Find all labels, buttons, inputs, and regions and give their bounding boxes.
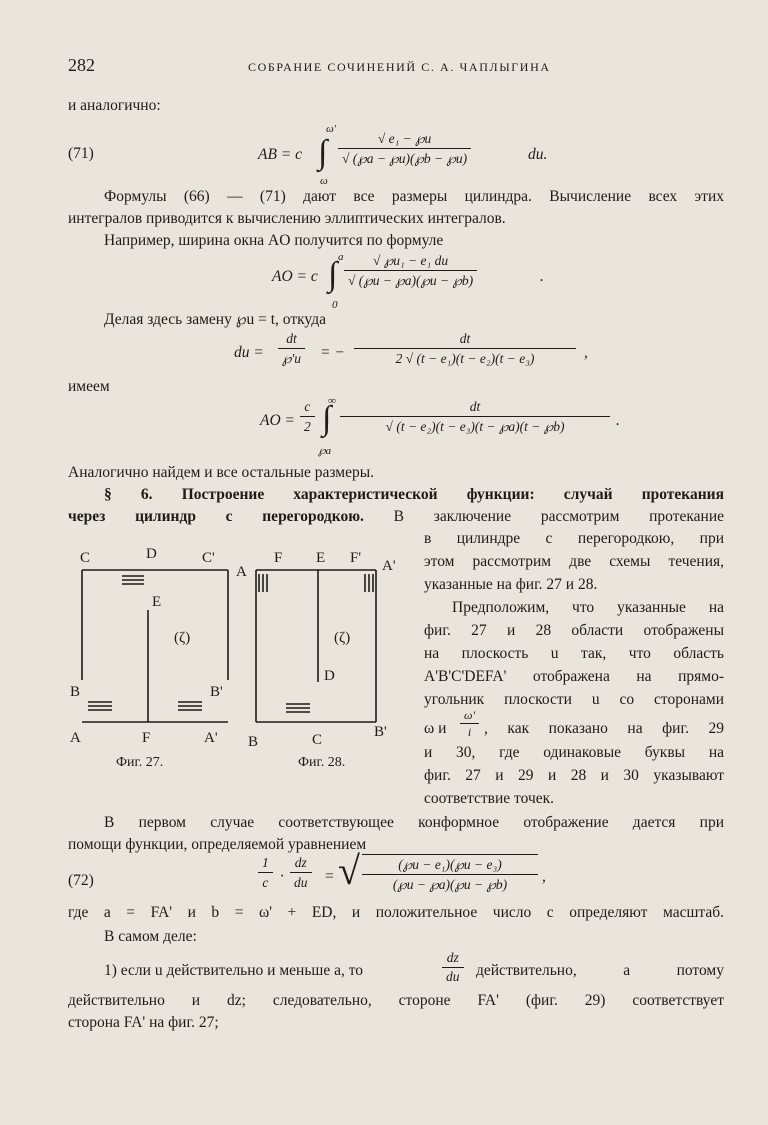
figure-27 <box>68 540 248 775</box>
fig28-label-F: F <box>274 550 283 566</box>
eq71-upper-limit: ω' <box>326 123 337 135</box>
integral-sign: ∫ <box>322 400 332 437</box>
side-line-9 <box>424 708 724 742</box>
eq72-root-fraction <box>362 854 538 893</box>
para2-line2: помощи функции, определяемой уравнением <box>68 836 367 853</box>
side-line-10: и 30, где одинаковые буквы на <box>424 744 724 761</box>
figure-28 <box>226 540 416 775</box>
eq72-f1-den: c <box>262 875 269 890</box>
eq-du-f2-num: dt <box>354 330 576 349</box>
eq72-numerator: (℘u − e₁)(℘u − e₃) <box>362 856 538 875</box>
eq-ao2-lhs: AO = <box>260 412 295 429</box>
fig28-label-A: A <box>236 564 247 580</box>
item1-first-line <box>104 950 724 990</box>
item1-post: действительно, а потому <box>476 962 724 979</box>
fig27-label-E: E <box>152 594 162 610</box>
section-heading-rest: В заключение рассмотрим протекание <box>393 508 724 525</box>
fig27-label-F: F <box>142 730 151 746</box>
eq-ao1-upper-limit: a <box>338 251 344 263</box>
eq72-f2-num: dz <box>290 854 312 873</box>
fig27-label-Ap: A' <box>204 730 218 746</box>
intro-text: и аналогично: <box>68 97 161 114</box>
para1-line1: Формулы (66) — (71) дают все размеры цилиндра. Вычисление всех этих <box>104 188 724 205</box>
fig28-label-E: E <box>316 550 326 566</box>
eq72-eq: = <box>324 868 335 885</box>
eq-ao2-denominator: √ (t − e₂)(t − e₃)(t − ℘a)(t − ℘b) <box>385 419 565 434</box>
item1-fraction <box>442 950 464 985</box>
equation-ao-1 <box>272 250 572 310</box>
para1-line2: интегралов приводится к вычислению эллиптических интегралов. <box>68 210 506 227</box>
fig27-label-B: B <box>70 684 81 700</box>
item1-pre: 1) если u действительно и меньше a, то <box>104 962 364 979</box>
section-heading-line1 <box>104 484 724 506</box>
fig27-label-C: C <box>80 550 91 566</box>
fig27-label-D: D <box>146 546 157 562</box>
eq-ao2-upper-limit: ∞ <box>328 395 336 407</box>
eq-ao1-fraction <box>344 252 477 289</box>
side-line-7: A'B'C'DEFA' отображена на прямо- <box>424 668 724 685</box>
section-heading-line2 <box>68 506 724 528</box>
eq72-fraction-1 <box>258 854 273 891</box>
para2-line1: В первом случае соответствующее конформное отображение дается при <box>104 814 724 831</box>
eq-du-f1-den: ℘'u <box>282 351 302 366</box>
equation-du <box>234 330 614 378</box>
eq-du-fraction-1 <box>278 330 305 367</box>
fig28-label-B: B <box>248 734 259 750</box>
fig27-caption: Фиг. 27. <box>116 755 164 770</box>
fig28-caption: Фиг. 28. <box>298 755 346 770</box>
side-fraction <box>460 708 479 739</box>
fig28-label-Bp: B' <box>374 724 387 740</box>
section-heading-bold: § 6. Построение характеристической функции: случай протекания <box>104 486 724 503</box>
side-line-12: соответствие точек. <box>424 790 555 807</box>
eq-ao2-coef-num: c <box>300 398 315 417</box>
fig28-label-Fp: F' <box>350 550 362 566</box>
fig27-label-zeta: (ζ) <box>174 630 191 646</box>
side-line-5: фиг. 27 и 28 области отображены <box>424 622 724 639</box>
fig27-label-Bp: B' <box>210 684 223 700</box>
equation-72 <box>258 850 598 906</box>
eq-ao1-numerator: √ ℘u₁ − e₁ du <box>344 252 477 271</box>
eq72-fraction-2 <box>290 854 312 891</box>
eq71-lhs: AB = c <box>258 146 303 163</box>
eq-du-mid: = − <box>320 344 345 361</box>
fig28-label-zeta: (ζ) <box>334 630 351 646</box>
side-line-9-post: , как показано на фиг. 29 <box>484 720 724 737</box>
eq-ao2-coef-den: 2 <box>304 419 311 434</box>
imeem-text: имеем <box>68 378 110 395</box>
eq72-f1-num: 1 <box>258 854 273 873</box>
eq-du-f1-num: dt <box>278 330 305 349</box>
eq-ao1-lower-limit: 0 <box>332 299 338 311</box>
eq71-denominator: √ (℘a − ℘u)(℘b − ℘u) <box>342 151 468 166</box>
side-line-11: фиг. 27 и 29 и 28 и 30 указывают <box>424 767 724 784</box>
section-heading-bold-2: через цилиндр с перегородкою. <box>68 508 364 525</box>
side-frac-den: i <box>467 725 472 739</box>
item1-line2: действительно и dz; следовательно, стороне FA' (фиг. 29) соответствует <box>68 992 724 1009</box>
item1-line3: сторона FA' на фиг. 27; <box>68 1014 219 1031</box>
eq-ao1-lhs: AO = c <box>272 268 318 285</box>
running-title: СОБРАНИЕ СОЧИНЕНИЙ С. А. ЧАПЛЫГИНА <box>248 60 551 74</box>
eq-ao2-lower-limit: ℘a <box>318 445 332 457</box>
side-line-4: Предположим, что указанные на <box>452 599 724 616</box>
page-number: 282 <box>68 55 95 75</box>
side-frac-num: ω' <box>460 708 479 724</box>
side-line-9-pre: ω и <box>424 720 447 737</box>
eq-ao2-numerator: dt <box>340 398 610 417</box>
substitution-text: Делая здесь замену ℘u = t, откуда <box>104 311 326 328</box>
eq-du-fraction-2 <box>354 330 576 367</box>
where-text: где a = FA' и b = ω' + ED, и положительное число c определяют масштаб. <box>68 904 724 921</box>
eq-ao1-tail: . <box>540 268 544 285</box>
eq71-lower-limit: ω <box>320 175 328 187</box>
eq-du-lhs: du = <box>234 344 264 361</box>
eq-du-tail: , <box>584 344 588 361</box>
equation-72-label: (72) <box>68 872 94 889</box>
fig27-label-Cp: C' <box>202 550 215 566</box>
equation-ao-2 <box>260 392 640 457</box>
integral-sign: ∫ <box>328 256 338 293</box>
equation-71 <box>258 123 578 188</box>
eq71-numerator: √ e₁ − ℘u <box>338 130 471 149</box>
eq-ao2-fraction <box>340 398 610 435</box>
indeed-text: В самом деле: <box>104 928 197 945</box>
fig28-label-D: D <box>324 668 335 684</box>
fig27-label-A: A <box>70 730 81 746</box>
side-line-3: указанные на фиг. 27 и 28. <box>424 576 598 593</box>
para1-line3: Например, ширина окна AO получится по формуле <box>104 232 444 249</box>
fig28-label-C: C <box>312 732 323 748</box>
eq71-fraction <box>338 130 471 167</box>
eq71-tail: du. <box>528 146 548 163</box>
eq-ao2-tail: . <box>616 412 620 429</box>
similar-text: Аналогично найдем и все остальные размеры. <box>68 464 375 481</box>
eq72-f2-den: du <box>294 875 308 890</box>
side-line-8: угольник плоскости u со сторонами <box>424 691 724 708</box>
item1-frac-den: du <box>446 969 460 984</box>
eq72-dot: · <box>280 868 284 885</box>
side-line-2: этом рассмотрим две схемы течения, <box>424 553 724 570</box>
equation-71-label: (71) <box>68 145 94 162</box>
item1-frac-num: dz <box>442 950 464 968</box>
eq-ao2-coef <box>300 398 315 435</box>
eq-du-f2-den: 2 √ (t − e₁)(t − e₂)(t − e₃) <box>395 351 535 366</box>
side-line-6: на плоскость u так, что область <box>424 645 724 662</box>
fig28-label-Ap: A' <box>382 558 396 574</box>
integral-sign: ∫ <box>318 134 328 171</box>
eq72-denominator: (℘u − ℘a)(℘u − ℘b) <box>392 877 508 892</box>
eq72-tail: , <box>542 868 546 885</box>
eq-ao1-denominator: √ (℘u − ℘a)(℘u − ℘b) <box>348 273 474 288</box>
side-line-1: в цилиндре с перегородкою, при <box>424 530 724 547</box>
sqrt-sign: √ <box>338 848 360 893</box>
